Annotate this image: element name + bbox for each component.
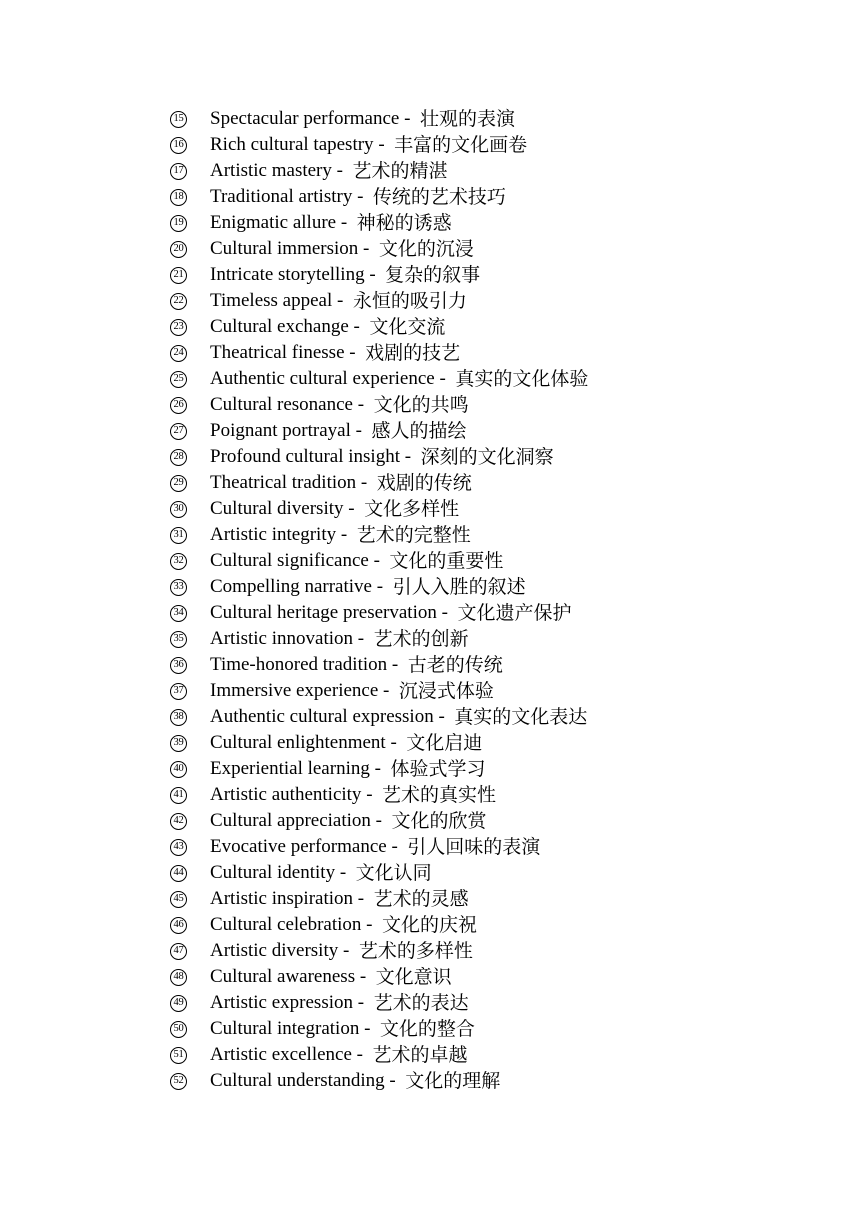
chinese-translation: 体验式学习	[390, 758, 486, 780]
term-separator: -	[352, 394, 374, 415]
term-separator: -	[433, 706, 455, 727]
list-item	[170, 990, 588, 1016]
term-separator: -	[359, 1018, 380, 1039]
item-number-badge: 23	[170, 319, 187, 336]
chinese-translation: 沉浸式体验	[398, 680, 494, 702]
english-term: Artistic diversity	[210, 940, 339, 961]
chinese-translation: 艺术的多样性	[358, 940, 473, 962]
english-term: Timeless appeal	[210, 290, 333, 311]
english-term: Cultural celebration	[210, 914, 362, 935]
chinese-translation: 戏剧的技艺	[365, 342, 461, 364]
english-term: Cultural awareness	[210, 966, 356, 987]
chinese-translation: 戏剧的传统	[376, 472, 472, 494]
item-number-badge: 42	[170, 813, 187, 830]
chinese-translation: 文化的理解	[405, 1070, 501, 1092]
term-separator: -	[353, 888, 374, 909]
list-item	[170, 678, 588, 704]
list-item	[170, 340, 588, 366]
english-term: Spectacular performance	[210, 108, 400, 129]
term-separator: -	[350, 420, 372, 441]
term-separator: -	[351, 1044, 373, 1065]
term-separator: -	[356, 472, 377, 493]
item-number-badge: 41	[170, 787, 187, 804]
item-number-badge: 50	[170, 1021, 187, 1038]
list-item	[170, 314, 588, 340]
item-number-badge: 46	[170, 917, 187, 934]
english-term: Cultural identity	[210, 862, 336, 883]
item-number-badge: 39	[170, 735, 187, 752]
item-number-badge: 22	[170, 293, 187, 310]
english-term: Artistic expression	[210, 992, 354, 1013]
english-term: Poignant portrayal	[210, 420, 351, 441]
chinese-translation: 复杂的叙事	[385, 264, 481, 286]
list-item	[170, 600, 588, 626]
list-item	[170, 132, 588, 158]
english-term: Experiential learning	[210, 758, 370, 779]
item-number-badge: 32	[170, 553, 187, 570]
item-number-badge: 34	[170, 605, 187, 622]
list-item	[170, 756, 588, 782]
term-separator: -	[384, 1070, 406, 1091]
chinese-translation: 文化意识	[375, 966, 452, 988]
item-number-badge: 36	[170, 657, 187, 674]
item-number-badge: 21	[170, 267, 187, 284]
term-separator: -	[399, 446, 421, 467]
term-separator: -	[436, 602, 458, 623]
term-separator: -	[331, 160, 353, 181]
english-term: Cultural exchange	[210, 316, 349, 337]
item-number-badge: 27	[170, 423, 187, 440]
list-item	[170, 730, 588, 756]
list-item	[170, 496, 588, 522]
chinese-translation: 文化启迪	[406, 732, 483, 754]
english-term: Cultural understanding	[210, 1070, 385, 1091]
english-term: Cultural significance	[210, 550, 369, 571]
list-item	[170, 1016, 588, 1042]
list-item	[170, 1042, 588, 1068]
vocabulary-list	[170, 106, 588, 1094]
list-item	[170, 444, 588, 470]
chinese-translation: 神秘的诱惑	[356, 212, 452, 234]
english-term: Artistic authenticity	[210, 784, 362, 805]
list-item	[170, 964, 588, 990]
item-number-badge: 44	[170, 865, 187, 882]
term-separator: -	[353, 992, 374, 1013]
item-number-badge: 48	[170, 969, 187, 986]
item-number-badge: 38	[170, 709, 187, 726]
english-term: Evocative performance	[210, 836, 387, 857]
term-separator: -	[353, 628, 374, 649]
chinese-translation: 永恒的吸引力	[352, 290, 467, 312]
item-number-badge: 19	[170, 215, 187, 232]
english-term: Cultural resonance	[210, 394, 353, 415]
chinese-translation: 引人入胜的叙述	[392, 576, 526, 598]
english-term: Artistic mastery	[210, 160, 332, 181]
list-item	[170, 210, 588, 236]
list-item	[170, 886, 588, 912]
english-term: Compelling narrative	[210, 576, 372, 597]
term-separator: -	[344, 342, 366, 363]
item-number-badge: 15	[170, 111, 187, 128]
chinese-translation: 文化的重要性	[389, 550, 504, 572]
list-item	[170, 808, 588, 834]
chinese-translation: 艺术的灵感	[373, 888, 469, 910]
chinese-translation: 文化的沉浸	[378, 238, 474, 260]
list-item	[170, 574, 588, 600]
term-separator: -	[348, 316, 370, 337]
list-item	[170, 184, 588, 210]
term-separator: -	[361, 914, 382, 935]
item-number-badge: 17	[170, 163, 187, 180]
list-item	[170, 834, 588, 860]
chinese-translation: 艺术的真实性	[382, 784, 497, 806]
item-number-badge: 43	[170, 839, 187, 856]
english-term: Cultural immersion	[210, 238, 359, 259]
term-separator: -	[361, 784, 383, 805]
item-number-badge: 18	[170, 189, 187, 206]
chinese-translation: 艺术的完整性	[356, 524, 471, 546]
term-separator: -	[336, 212, 357, 233]
item-number-badge: 45	[170, 891, 187, 908]
item-number-badge: 24	[170, 345, 187, 362]
chinese-translation: 艺术的创新	[373, 628, 469, 650]
list-item	[170, 106, 588, 132]
term-separator: -	[336, 524, 357, 545]
list-item	[170, 860, 588, 886]
chinese-translation: 真实的文化体验	[455, 368, 589, 390]
item-number-badge: 49	[170, 995, 187, 1012]
term-separator: -	[385, 732, 407, 753]
list-item	[170, 262, 588, 288]
term-separator: -	[364, 264, 386, 285]
term-separator: -	[338, 940, 359, 961]
english-term: Artistic integrity	[210, 524, 337, 545]
chinese-translation: 文化交流	[369, 316, 446, 338]
chinese-translation: 文化的整合	[379, 1018, 475, 1040]
english-term: Rich cultural tapestry	[210, 134, 374, 155]
item-number-badge: 29	[170, 475, 187, 492]
item-number-badge: 40	[170, 761, 187, 778]
list-item	[170, 418, 588, 444]
chinese-translation: 艺术的表达	[373, 992, 469, 1014]
item-number-badge: 47	[170, 943, 187, 960]
chinese-translation: 文化认同	[355, 862, 432, 884]
chinese-translation: 感人的描绘	[371, 420, 467, 442]
item-number-badge: 16	[170, 137, 187, 154]
item-number-badge: 26	[170, 397, 187, 414]
list-item	[170, 704, 588, 730]
english-term: Cultural diversity	[210, 498, 344, 519]
list-item	[170, 470, 588, 496]
list-item	[170, 938, 588, 964]
list-item	[170, 626, 588, 652]
list-item	[170, 652, 588, 678]
item-number-badge: 35	[170, 631, 187, 648]
english-term: Time-honored tradition	[210, 654, 388, 675]
english-term: Immersive experience	[210, 680, 379, 701]
english-term: Artistic inspiration	[210, 888, 354, 909]
english-term: Artistic innovation	[210, 628, 354, 649]
term-separator: -	[368, 550, 390, 571]
english-term: Authentic cultural experience	[210, 368, 435, 389]
chinese-translation: 传统的艺术技巧	[372, 186, 506, 208]
chinese-translation: 艺术的卓越	[372, 1044, 468, 1066]
term-separator: -	[373, 134, 395, 155]
item-number-badge: 25	[170, 371, 187, 388]
item-number-badge: 37	[170, 683, 187, 700]
chinese-translation: 文化的欣赏	[391, 810, 487, 832]
item-number-badge: 31	[170, 527, 187, 544]
term-separator: -	[335, 862, 356, 883]
english-term: Artistic excellence	[210, 1044, 352, 1065]
term-separator: -	[387, 654, 408, 675]
chinese-translation: 丰富的文化画卷	[394, 134, 528, 156]
list-item	[170, 1068, 588, 1094]
list-item	[170, 158, 588, 184]
item-number-badge: 20	[170, 241, 187, 258]
chinese-translation: 真实的文化表达	[454, 706, 588, 728]
chinese-translation: 引人回味的表演	[407, 836, 541, 858]
english-term: Cultural integration	[210, 1018, 360, 1039]
chinese-translation: 古老的传统	[407, 654, 503, 676]
term-separator: -	[332, 290, 353, 311]
list-item	[170, 548, 588, 574]
item-number-badge: 28	[170, 449, 187, 466]
term-separator: -	[378, 680, 399, 701]
chinese-translation: 文化遗产保护	[457, 602, 572, 624]
chinese-translation: 文化的共鸣	[373, 394, 469, 416]
english-term: Intricate storytelling	[210, 264, 365, 285]
english-term: Authentic cultural expression	[210, 706, 434, 727]
term-separator: -	[371, 576, 393, 597]
list-item	[170, 366, 588, 392]
item-number-badge: 33	[170, 579, 187, 596]
english-term: Cultural heritage preservation	[210, 602, 437, 623]
item-number-badge: 30	[170, 501, 187, 518]
term-separator: -	[386, 836, 408, 857]
english-term: Traditional artistry	[210, 186, 353, 207]
item-number-badge: 51	[170, 1047, 187, 1064]
english-term: Enigmatic allure	[210, 212, 337, 233]
term-separator: -	[399, 108, 420, 129]
chinese-translation: 文化多样性	[364, 498, 460, 520]
list-item	[170, 288, 588, 314]
english-term: Profound cultural insight	[210, 446, 400, 467]
list-item	[170, 392, 588, 418]
list-item	[170, 782, 588, 808]
chinese-translation: 深刻的文化洞察	[420, 446, 554, 468]
english-term: Cultural enlightenment	[210, 732, 386, 753]
term-separator: -	[352, 186, 373, 207]
english-term: Theatrical finesse	[210, 342, 345, 363]
term-separator: -	[358, 238, 379, 259]
chinese-translation: 艺术的精湛	[352, 160, 448, 182]
term-separator: -	[434, 368, 456, 389]
term-separator: -	[355, 966, 376, 987]
english-term: Theatrical tradition	[210, 472, 357, 493]
list-item	[170, 912, 588, 938]
term-separator: -	[369, 758, 391, 779]
chinese-translation: 壮观的表演	[419, 108, 515, 130]
list-item	[170, 236, 588, 262]
list-item	[170, 522, 588, 548]
english-term: Cultural appreciation	[210, 810, 371, 831]
item-number-badge: 52	[170, 1073, 187, 1090]
term-separator: -	[343, 498, 365, 519]
term-separator: -	[370, 810, 392, 831]
chinese-translation: 文化的庆祝	[382, 914, 478, 936]
